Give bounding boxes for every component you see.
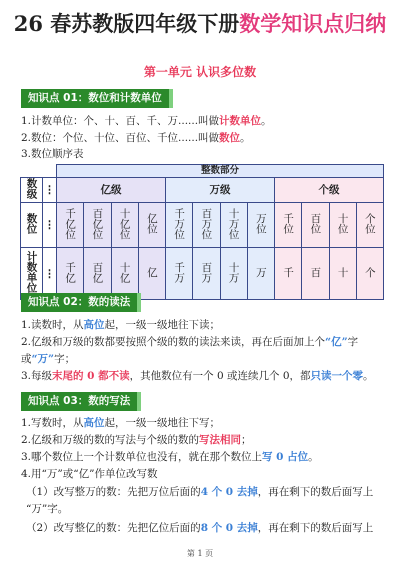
page-title (0, 8, 400, 38)
text: 2.数位：个位、十位、百位、千位......叫做 (21, 132, 220, 144)
text: 1.读数时，从 (21, 319, 84, 331)
text: 2.亿级和万级的数的写法与个级的数的 (21, 434, 200, 446)
reading-rule-2 (21, 335, 358, 349)
title-topic: 数学知识点归纳 (239, 11, 387, 36)
text: （1）改写整万的数：先把万位后面的 (26, 486, 201, 498)
place-cell: 亿位 (138, 203, 165, 248)
highlight: 高位 (83, 319, 105, 331)
writing-rule-4: 4.用“万”或“亿”作单位改写数 (21, 468, 158, 480)
highlight: 4 个 0 去掉 (200, 486, 258, 498)
text: 1.写数时，从 (21, 417, 84, 429)
title-grade: 26 春苏教版四年级下册 (13, 11, 240, 36)
text: 1.计数单位：个、十、百、千、万......叫做 (21, 115, 220, 127)
unit-cell: 十万 (220, 248, 247, 300)
place-cell: 万位 (247, 203, 274, 248)
text: 起，一级一级地往下写； (104, 417, 221, 429)
highlight: 高位 (83, 417, 105, 429)
writing-rule-4-1-cont: “万”字。 (26, 503, 69, 515)
text: 。 (261, 115, 272, 127)
reading-rule-2-cont (21, 352, 75, 366)
row-label-level: 数级 (21, 178, 43, 203)
place-value-table (20, 164, 384, 300)
unit-cell: 个 (356, 248, 383, 300)
unit-cell: 百亿 (84, 248, 111, 300)
unit-cell: 百 (302, 248, 329, 300)
text: 2.亿级和万级的数都要按照个级的数的读法来读，再在后面加上个 (21, 336, 326, 348)
place-cell: 十位 (329, 203, 356, 248)
highlight: 末尾的 0 都不读 (52, 370, 130, 382)
section-heading-place-value: 知识点 01：数位和计数单位 (21, 89, 173, 108)
text: 。 (240, 132, 251, 144)
section-heading-writing: 知识点 03：数的写法 (21, 392, 141, 411)
unit-cell: 百万 (193, 248, 220, 300)
writing-rule-2 (21, 433, 252, 447)
highlight: 写法相同 (199, 434, 242, 446)
writing-rule-4-2 (26, 521, 373, 535)
table-header: 整数部分 (57, 165, 384, 178)
highlight: 计数单位 (219, 115, 262, 127)
unit-cell: 千 (275, 248, 302, 300)
row-label-place: 数位 (21, 203, 43, 248)
unit-cell: 万 (247, 248, 274, 300)
highlight: “亿” (325, 336, 348, 348)
text: 。 (363, 370, 374, 382)
unit-cell: 十 (329, 248, 356, 300)
line-counting-unit (21, 114, 272, 128)
place-cell: 十万位 (220, 203, 247, 248)
text: 字 (347, 336, 359, 348)
highlight: “万” (31, 353, 55, 365)
dots: ⋮ (43, 203, 57, 248)
highlight: 写 0 占位 (262, 451, 309, 463)
writing-rule-3 (21, 450, 319, 464)
level-ge: 个级 (275, 178, 384, 203)
level-wan: 万级 (166, 178, 275, 203)
place-cell: 个位 (356, 203, 383, 248)
text: （2）改写整亿的数：先把亿位后面的 (26, 522, 201, 534)
place-cell: 百位 (302, 203, 329, 248)
reading-rule-3 (21, 369, 374, 383)
highlight: 数位 (219, 132, 241, 144)
text: 起，一级一级地往下读； (104, 319, 221, 331)
text: ，其他数位有一个 0 或连续几个 0，都 (129, 370, 311, 382)
text: 。 (308, 451, 319, 463)
line-table-title: 3.数位顺序表 (21, 148, 84, 160)
unit-cell: 千亿 (57, 248, 84, 300)
text: 字； (54, 353, 76, 365)
place-cell: 千亿位 (57, 203, 84, 248)
text: ，再在剩下的数后面写上 (257, 486, 374, 498)
place-cell: 十亿位 (111, 203, 138, 248)
text: 或 (21, 353, 32, 365)
writing-rule-1 (21, 416, 220, 430)
writing-rule-4-1 (26, 485, 373, 499)
unit-cell: 十亿 (111, 248, 138, 300)
table-corner (21, 165, 57, 178)
text: ，再在剩下的数后面写上 (257, 522, 374, 534)
text: 3.每级 (21, 370, 53, 382)
place-cell: 千万位 (166, 203, 193, 248)
page-number: 第 1 页 (186, 549, 214, 558)
row-label-unit: 计数单位 (21, 248, 43, 300)
text: ； (241, 434, 252, 446)
level-yi: 亿级 (57, 178, 166, 203)
highlight: 只读一个零 (310, 370, 364, 382)
place-cell: 千位 (275, 203, 302, 248)
line-place (21, 131, 251, 145)
text: 3.哪个数位上一个计数单位也没有，就在那个数位上 (21, 451, 263, 463)
unit-title: 第一单元 认识多位数 (143, 65, 257, 79)
dots: ⋮ (43, 248, 57, 300)
unit-cell: 千万 (166, 248, 193, 300)
reading-rule-1 (21, 318, 220, 332)
unit-cell: 亿 (138, 248, 165, 300)
place-cell: 百万位 (193, 203, 220, 248)
section-heading-reading: 知识点 02：数的读法 (21, 293, 141, 312)
place-cell: 百亿位 (84, 203, 111, 248)
dots: ⋮ (43, 178, 57, 203)
highlight: 8 个 0 去掉 (200, 522, 258, 534)
